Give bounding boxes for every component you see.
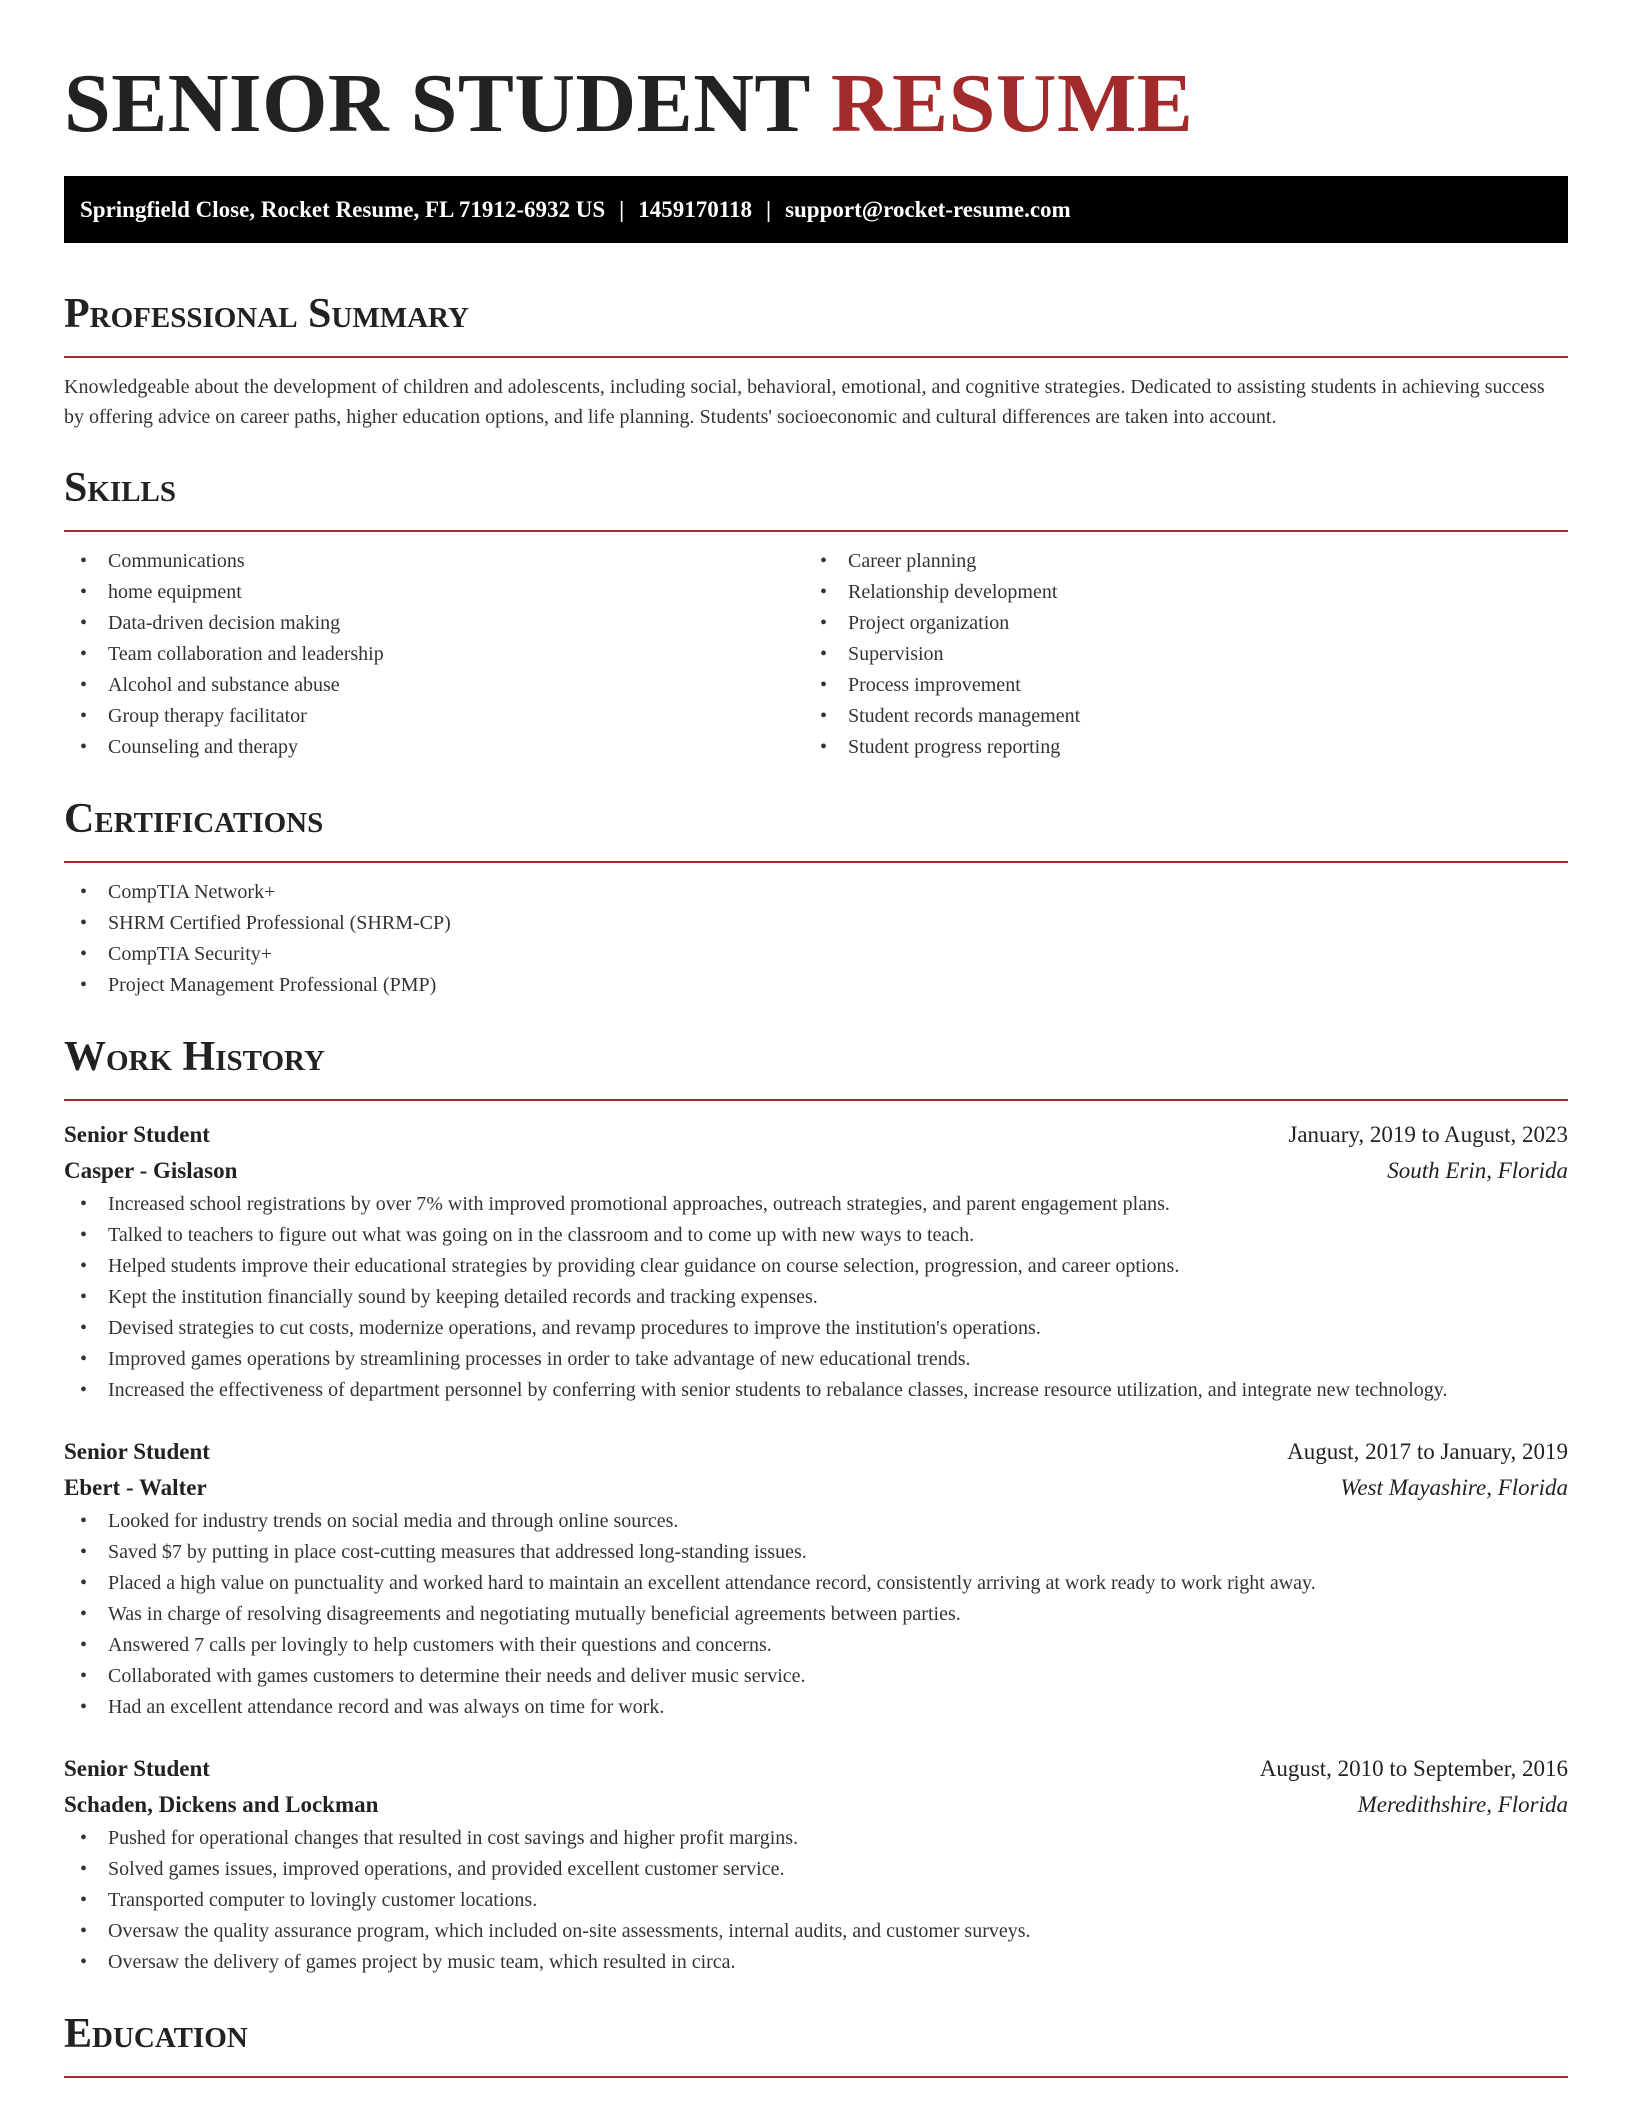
job-duties xyxy=(64,1189,1568,1406)
title-main: SENIOR STUDENT xyxy=(64,57,810,150)
job-company: Casper - Gislason xyxy=(64,1158,238,1183)
job-title: Senior Student xyxy=(64,1756,210,1781)
skill-item: • Group therapy facilitator xyxy=(64,701,804,732)
contact-phone[interactable]: 1459170118 xyxy=(638,197,752,222)
job-duty: • Devised strategies to cut costs, modernize operations, and revamp procedures to improve the institution's operations. xyxy=(64,1313,1568,1344)
job-dates: August, 2017 to January, 2019 xyxy=(1287,1439,1568,1464)
certification-item: • CompTIA Security+ xyxy=(64,939,1568,970)
skills-list-right xyxy=(804,546,1544,763)
job-subheader xyxy=(64,1787,1568,1823)
job-duty: • Collaborated with games customers to determine their needs and deliver music service. xyxy=(64,1661,1568,1692)
skills-list-left xyxy=(64,546,804,763)
job-location: Meredithshire, Florida xyxy=(1357,1792,1568,1817)
skill-item: • Alcohol and substance abuse xyxy=(64,670,804,701)
certifications-section xyxy=(64,791,1568,1001)
job-duty: • Placed a high value on punctuality and worked hard to maintain an excellent attendance record, consistently arriving at work ready to work right away. xyxy=(64,1568,1568,1599)
skill-item: • Student records management xyxy=(804,701,1544,732)
summary-text: Knowledgeable about the development of children and adolescents, including social, behavioral, emotional, and cognitive strategies. Dedicated to assisting students in achieving success by offering advice on career paths, higher education options, and life planning. Students' socioeconomic and cultural differences are taken into account. xyxy=(64,376,1545,428)
job-company: Schaden, Dickens and Lockman xyxy=(64,1792,379,1817)
job-duty: • Had an excellent attendance record and was always on time for work. xyxy=(64,1692,1568,1723)
certification-item: • CompTIA Network+ xyxy=(64,877,1568,908)
job-duties xyxy=(64,1823,1568,1978)
skill-item: • Student progress reporting xyxy=(804,732,1544,763)
job-header xyxy=(64,1117,1568,1153)
job-duties xyxy=(64,1506,1568,1723)
job-duty: • Increased the effectiveness of department personnel by conferring with senior students to rebalance classes, increase resource utilization, and integrate new technology. xyxy=(64,1375,1568,1406)
skill-item: • home equipment xyxy=(64,577,804,608)
job-duty: • Was in charge of resolving disagreements and negotiating mutually beneficial agreements between parties. xyxy=(64,1599,1568,1630)
job-entry xyxy=(64,1434,1568,1723)
contact-bar xyxy=(64,176,1568,243)
section-heading-education: Education xyxy=(64,2011,248,2057)
job-duty: • Talked to teachers to figure out what was going on in the classroom and to come up with new ways to teach. xyxy=(64,1220,1568,1251)
section-heading-skills: Skills xyxy=(64,465,177,511)
job-subheader xyxy=(64,1153,1568,1189)
contact-address: Springfield Close, Rocket Resume, FL 71912-6932 US xyxy=(80,197,606,222)
job-duty: • Oversaw the quality assurance program, which included on-site assessments, internal audits, and customer surveys. xyxy=(64,1916,1568,1947)
title-accent: RESUME xyxy=(830,57,1194,150)
contact-email[interactable]: support@rocket-resume.com xyxy=(785,197,1071,222)
job-entry xyxy=(64,1751,1568,1978)
skill-item: • Counseling and therapy xyxy=(64,732,804,763)
job-duty: • Pushed for operational changes that resulted in cost savings and higher profit margins. xyxy=(64,1823,1568,1854)
contact-separator: | xyxy=(619,197,625,222)
certification-item: • SHRM Certified Professional (SHRM-CP) xyxy=(64,908,1568,939)
job-duty: • Increased school registrations by over 7% with improved promotional approaches, outreach strategies, and parent engagement plans. xyxy=(64,1189,1568,1220)
section-divider xyxy=(64,356,1568,358)
job-dates: January, 2019 to August, 2023 xyxy=(1288,1122,1568,1147)
section-divider xyxy=(64,861,1568,863)
job-subheader xyxy=(64,1470,1568,1506)
skill-item: • Communications xyxy=(64,546,804,577)
skill-item: • Data-driven decision making xyxy=(64,608,804,639)
work-history-section xyxy=(64,1029,1568,1978)
job-location: South Erin, Florida xyxy=(1387,1158,1568,1183)
certification-item: • Project Management Professional (PMP) xyxy=(64,970,1568,1001)
summary-section xyxy=(64,286,1568,432)
job-title: Senior Student xyxy=(64,1122,210,1147)
skill-item: • Team collaboration and leadership xyxy=(64,639,804,670)
job-duty: • Answered 7 calls per lovingly to help customers with their questions and concerns. xyxy=(64,1630,1568,1661)
skills-columns xyxy=(64,546,1568,763)
certifications-list xyxy=(64,877,1568,1001)
skill-item: • Process improvement xyxy=(804,670,1544,701)
section-heading-summary: Professional Summary xyxy=(64,291,469,337)
job-duty: • Oversaw the delivery of games project by music team, which resulted in circa. xyxy=(64,1947,1568,1978)
skill-item: • Relationship development xyxy=(804,577,1544,608)
job-duty: • Solved games issues, improved operations, and provided excellent customer service. xyxy=(64,1854,1568,1885)
job-dates: August, 2010 to September, 2016 xyxy=(1259,1756,1568,1781)
job-duty: • Looked for industry trends on social media and through online sources. xyxy=(64,1506,1568,1537)
job-duty: • Saved $7 by putting in place cost-cutting measures that addressed long-standing issues. xyxy=(64,1537,1568,1568)
job-title: Senior Student xyxy=(64,1439,210,1464)
job-duty: • Improved games operations by streamlining processes in order to take advantage of new educational trends. xyxy=(64,1344,1568,1375)
skills-section xyxy=(64,460,1568,763)
job-entry xyxy=(64,1117,1568,1406)
skill-item: • Supervision xyxy=(804,639,1544,670)
resume-title xyxy=(64,54,1568,162)
contact-separator: | xyxy=(765,197,772,222)
resume-content xyxy=(64,0,1568,2078)
job-duty: • Helped students improve their educational strategies by providing clear guidance on course selection, progression, and career options. xyxy=(64,1251,1568,1282)
section-divider xyxy=(64,1099,1568,1101)
job-header xyxy=(64,1751,1568,1787)
skill-item: • Project organization xyxy=(804,608,1544,639)
job-company: Ebert - Walter xyxy=(64,1475,207,1500)
section-divider xyxy=(64,530,1568,532)
section-heading-certifications: Certifications xyxy=(64,796,324,842)
skill-item: • Career planning xyxy=(804,546,1544,577)
job-header xyxy=(64,1434,1568,1470)
section-heading-work: Work History xyxy=(64,1034,325,1080)
job-location: West Mayashire, Florida xyxy=(1340,1475,1568,1500)
section-divider xyxy=(64,2076,1568,2078)
job-duty: • Transported computer to lovingly customer locations. xyxy=(64,1885,1568,1916)
job-duty: • Kept the institution financially sound by keeping detailed records and tracking expenses. xyxy=(64,1282,1568,1313)
education-section xyxy=(64,2006,1568,2078)
